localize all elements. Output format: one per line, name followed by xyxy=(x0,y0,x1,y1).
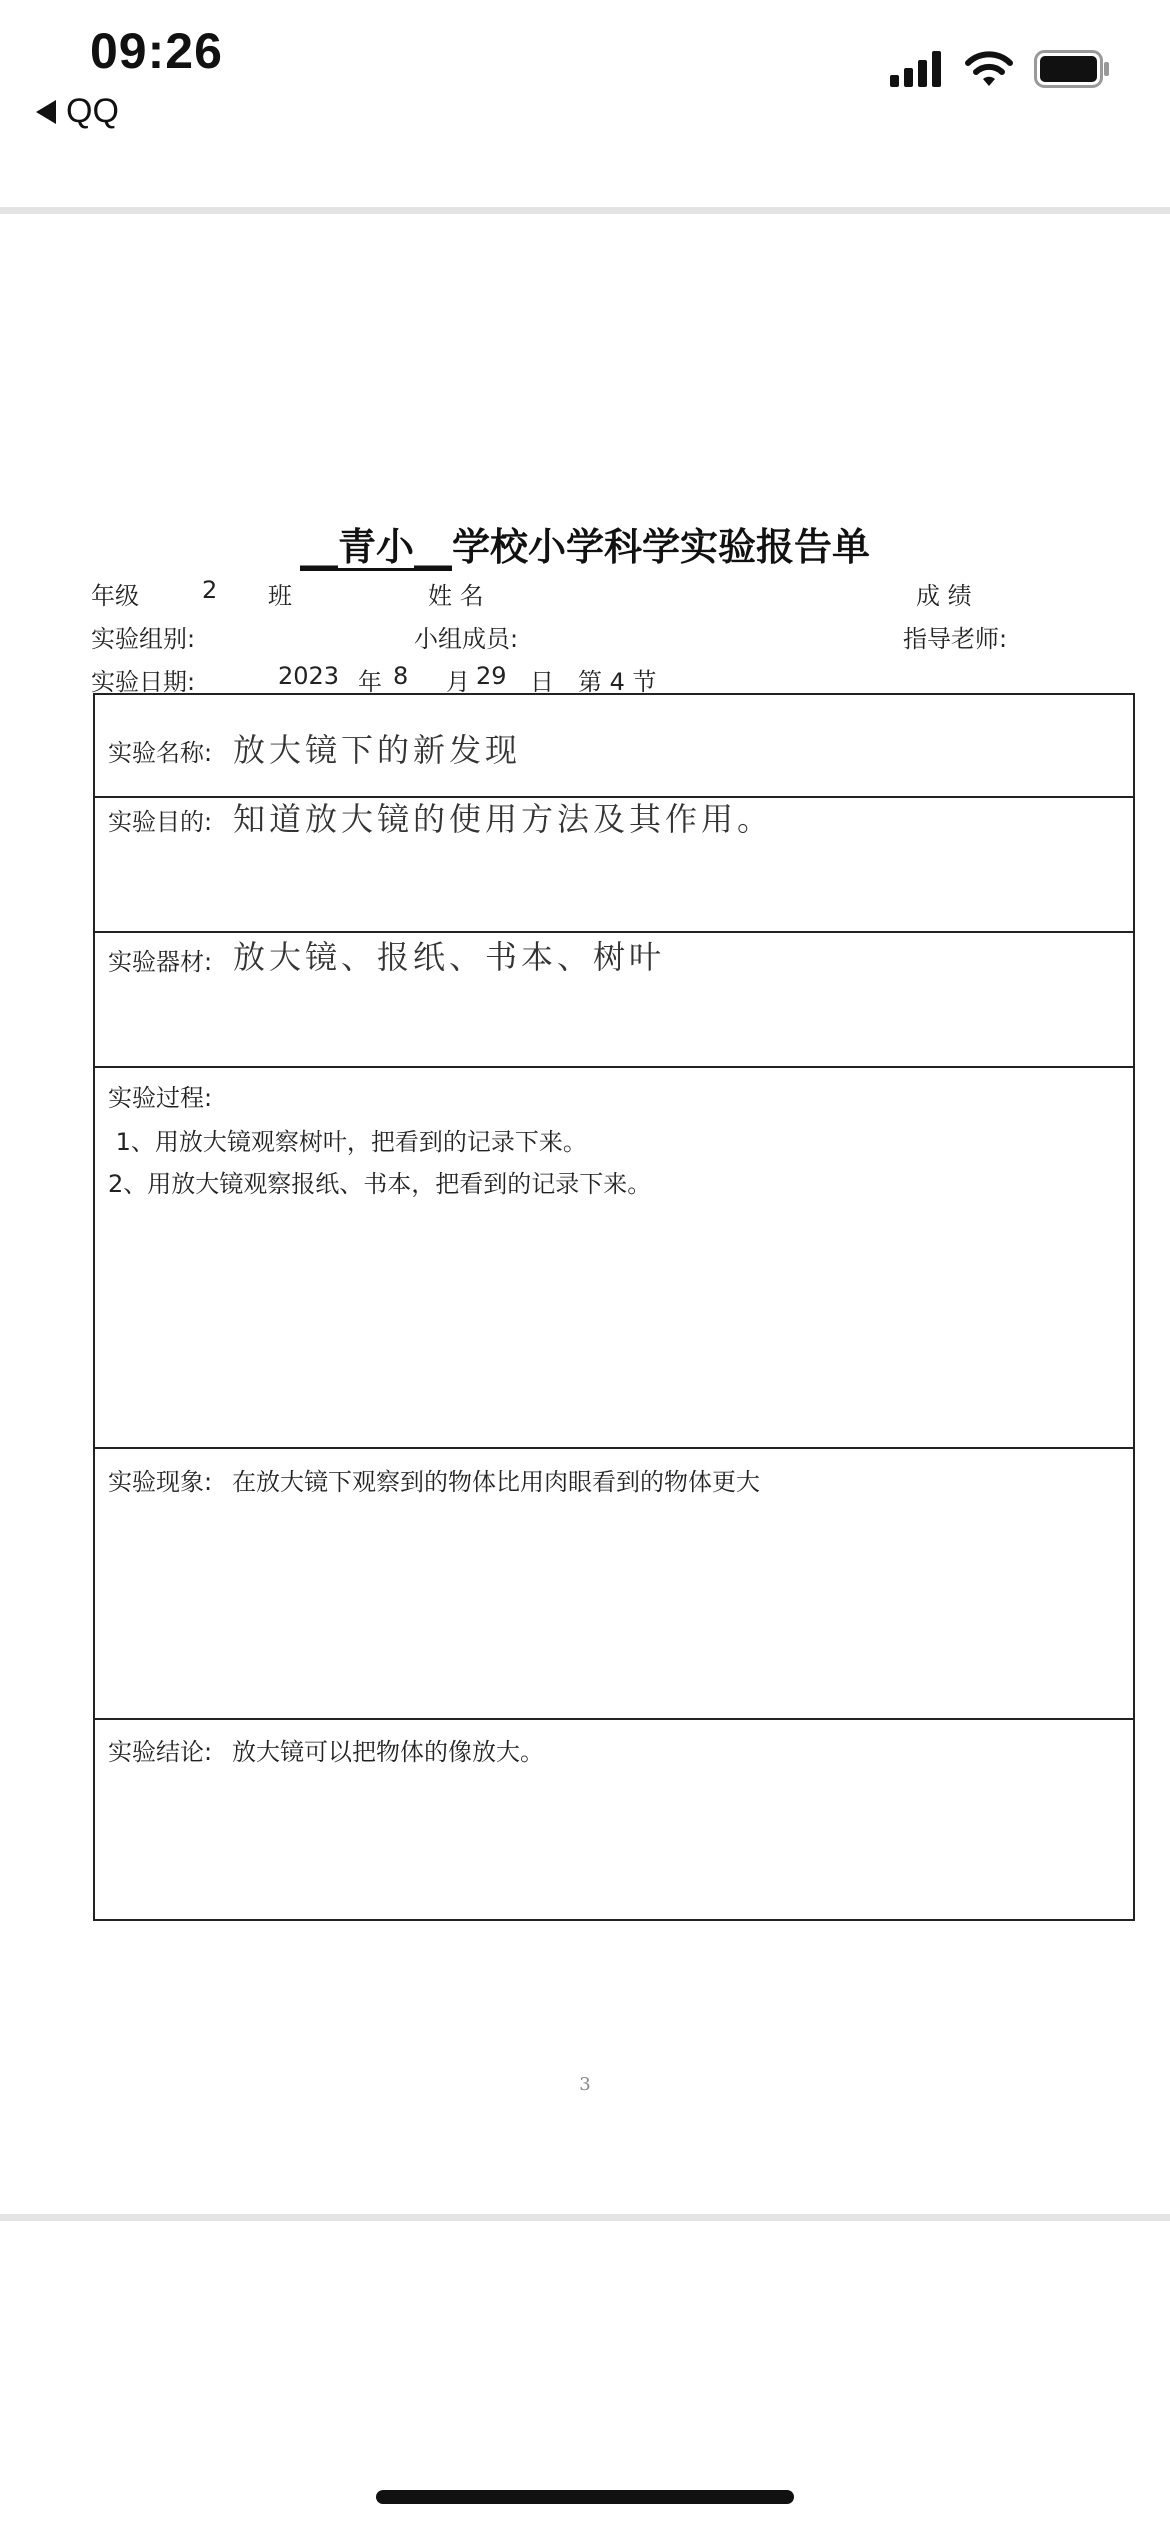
date-day: 29 xyxy=(476,662,507,690)
group-label: 实验组别: xyxy=(91,625,196,653)
date-day-unit: 日 xyxy=(530,668,554,696)
date-period: 第 4 节 xyxy=(578,668,657,696)
date-label: 实验日期: xyxy=(91,668,196,696)
home-indicator[interactable] xyxy=(376,2490,794,2504)
page-title xyxy=(0,516,1170,571)
experiment-phenomenon-label: 实验现象: xyxy=(108,1468,213,1496)
back-arrow-icon xyxy=(36,100,56,124)
back-to-qq-button[interactable] xyxy=(36,92,119,131)
experiment-name-label: 实验名称: xyxy=(108,739,213,767)
date-year-unit: 年 xyxy=(358,668,382,696)
experiment-name-value: 放大镜下的新发现 xyxy=(233,731,522,769)
school-name: __青小__ xyxy=(299,524,452,569)
score-label: 成 绩 xyxy=(916,582,972,610)
row-divider xyxy=(93,1066,1135,1068)
page-number: 3 xyxy=(579,2074,591,2095)
date-month: 8 xyxy=(393,662,409,690)
name-label: 姓 名 xyxy=(428,582,484,610)
row-divider xyxy=(93,1447,1135,1449)
experiment-materials-value: 放大镜、报纸、书本、树叶 xyxy=(233,938,666,976)
title-text: 学校小学科学实验报告单 xyxy=(452,524,871,569)
experiment-purpose-value: 知道放大镜的使用方法及其作用。 xyxy=(233,800,774,838)
back-label: QQ xyxy=(66,92,119,130)
teacher-label: 指导老师: xyxy=(903,625,1008,653)
date-month-unit: 月 xyxy=(446,668,470,696)
battery-icon xyxy=(1034,50,1110,88)
status-time: 09:26 xyxy=(90,23,223,79)
members-label: 小组成员: xyxy=(414,625,519,653)
process-step: 1、用放大镜观察树叶，把看到的记录下来。 xyxy=(108,1128,587,1156)
row-divider xyxy=(93,1718,1135,1720)
page-divider xyxy=(0,2214,1170,2221)
experiment-process-label: 实验过程: xyxy=(108,1084,213,1112)
wifi-icon xyxy=(964,50,1014,88)
top-divider xyxy=(0,207,1170,214)
experiment-materials-label: 实验器材: xyxy=(108,948,213,976)
signal-icon xyxy=(890,51,944,87)
experiment-purpose-label: 实验目的: xyxy=(108,808,213,836)
experiment-phenomenon-value: 在放大镜下观察到的物体比用肉眼看到的物体更大 xyxy=(232,1468,760,1496)
grade-value: 2 xyxy=(202,576,218,604)
process-step: 2、用放大镜观察报纸、书本，把看到的记录下来。 xyxy=(108,1170,652,1198)
class-label: 班 xyxy=(268,582,292,610)
date-year: 2023 xyxy=(278,662,340,690)
grade-label: 年级 xyxy=(91,582,139,610)
experiment-conclusion-label: 实验结论: xyxy=(108,1738,213,1766)
experiment-conclusion-value: 放大镜可以把物体的像放大。 xyxy=(232,1738,544,1766)
status-icons xyxy=(890,50,1110,88)
